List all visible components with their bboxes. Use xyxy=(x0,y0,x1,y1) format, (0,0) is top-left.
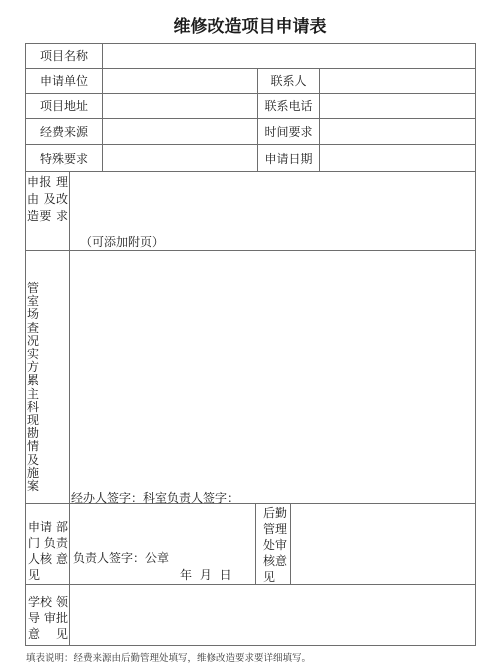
row-line xyxy=(25,118,475,119)
dept-signature: 负责人签字：公章 xyxy=(73,551,170,565)
row-line xyxy=(25,93,475,94)
survey-signature: 经办人签字：科室负责人签字： xyxy=(71,491,240,505)
row-line xyxy=(25,171,475,172)
contact-person-label: 联系人 xyxy=(270,74,307,88)
time-requirement-label: 时间要求 xyxy=(264,125,313,139)
col-line xyxy=(290,503,291,584)
table-border-right xyxy=(475,43,476,646)
footer-note: 填表说明：经费来源由后勤管理处填写，维修改造要求要详细填写。 xyxy=(26,653,312,664)
reason-attachment-note: （可添加附页） xyxy=(80,235,165,249)
funding-source-label: 经费来源 xyxy=(39,125,88,139)
form-title: 维修改造项目申请表 xyxy=(173,17,327,37)
project-address-label: 项目地址 xyxy=(39,99,88,113)
school-approval-label: 学校 领导 审批意见 xyxy=(28,595,68,641)
col-line xyxy=(69,171,70,645)
col-line xyxy=(255,503,256,584)
special-requirement-label: 特殊要求 xyxy=(39,152,88,166)
row-line xyxy=(25,144,475,145)
dept-opinion-label: 申请 部门 负责人核 意见 xyxy=(28,520,68,582)
row-line xyxy=(25,250,475,251)
row-line xyxy=(25,68,475,69)
table-border-top xyxy=(25,43,475,44)
row-line xyxy=(25,584,475,585)
logistics-review-label: 后勤管理处审核意见 xyxy=(263,506,288,584)
col-line xyxy=(319,68,320,171)
dept-date: 年 月 日 xyxy=(180,568,232,582)
applicant-unit-label: 申请单位 xyxy=(39,74,88,88)
contact-phone-label: 联系电话 xyxy=(264,99,313,113)
survey-label: 管室场查况实方累 主科现勘情及施案 xyxy=(27,281,40,494)
table-border-bottom xyxy=(25,645,475,646)
apply-date-label: 申请日期 xyxy=(264,152,313,166)
project-name-label: 项目名称 xyxy=(39,49,88,63)
col-line xyxy=(102,43,103,171)
reason-label: 申报 理由 及改造要 求 xyxy=(27,175,68,223)
